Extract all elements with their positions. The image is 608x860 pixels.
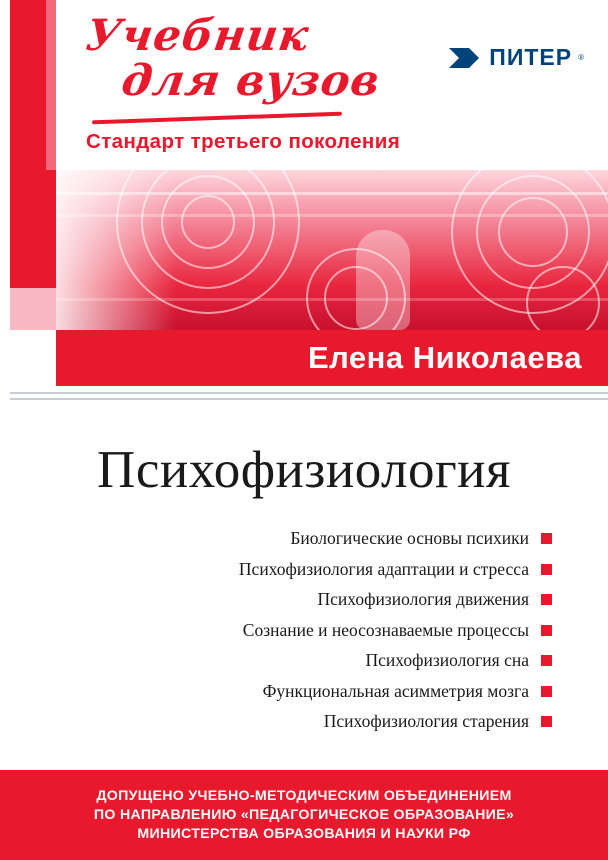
topic-label: Сознание и неосознаваемые процессы	[242, 619, 529, 640]
cover-top-band	[0, 0, 608, 170]
topic-label: Психофизиология старения	[323, 711, 529, 731]
topic-label: Психофизиология адаптации и стресса	[238, 558, 529, 579]
page-title: Психофизиология	[97, 441, 511, 499]
list-item	[92, 589, 552, 610]
list-item	[92, 528, 552, 549]
publisher-logo	[449, 44, 584, 71]
topic-list	[92, 528, 552, 742]
topic-label: Функциональная асимметрия мозга	[262, 680, 529, 701]
registered-mark: ®	[578, 53, 584, 62]
approval-line-1: ДОПУЩЕНО УЧЕБНО-МЕТОДИЧЕСКИМ ОБЪЕДИНЕНИЕМ	[96, 788, 512, 804]
topic-label: Психофизиология движения	[317, 589, 529, 609]
list-item	[92, 620, 552, 641]
approval-footer	[0, 770, 608, 860]
topic-label: Психофизиология сна	[365, 650, 529, 670]
author-band	[56, 330, 608, 386]
series-label-line2: для вузов	[118, 56, 384, 107]
standard-line: Стандарт третьего поколения	[86, 130, 401, 153]
bullet-square-icon	[541, 533, 552, 544]
bullet-square-icon	[541, 686, 552, 697]
list-item	[92, 681, 552, 702]
author-band-spacer	[0, 330, 56, 386]
bullet-square-icon	[541, 655, 552, 666]
bullet-square-icon	[541, 564, 552, 575]
hand-silhouette	[356, 230, 410, 330]
series-label	[82, 11, 416, 124]
divider-lines	[10, 392, 608, 402]
left-pink-stripe	[46, 0, 56, 170]
approval-line-3: МИНИСТЕРСТВА ОБРАЗОВАНИЯ И НАУКИ РФ	[137, 826, 471, 842]
bullet-square-icon	[541, 625, 552, 636]
art-band-fade	[56, 170, 176, 330]
left-red-block	[10, 170, 56, 288]
left-pink-block	[10, 288, 56, 330]
publisher-name: ПИТЕР	[489, 44, 573, 70]
author-name: Елена Николаева	[307, 340, 582, 375]
bullet-square-icon	[541, 594, 552, 605]
list-item	[92, 559, 552, 580]
list-item	[92, 711, 552, 732]
list-item	[92, 650, 552, 671]
topic-label: Биологические основы психики	[290, 528, 529, 548]
approval-line-2: ПО НАПРАВЛЕНИЮ «ПЕДАГОГИЧЕСКОЕ ОБРАЗОВАНИЕ»	[93, 807, 515, 823]
left-red-stripe	[10, 0, 46, 170]
bullet-square-icon	[541, 716, 552, 727]
series-label-line1: Учебник	[82, 11, 313, 61]
piter-chevron-icon	[449, 45, 483, 71]
decorative-art-band	[56, 170, 608, 330]
